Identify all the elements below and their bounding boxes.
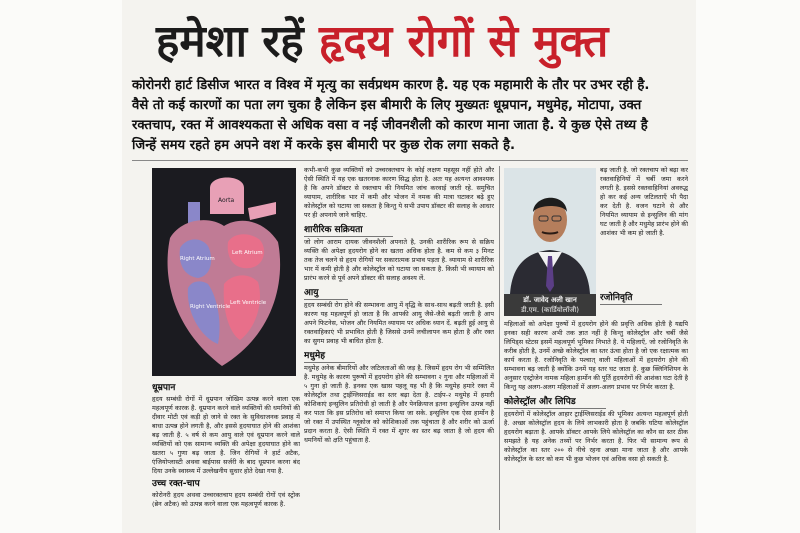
doctor-name: डॉ. जावेद अली खान — [523, 296, 577, 304]
section-heading: धूम्रपान — [152, 383, 176, 393]
doctor-portrait — [504, 168, 596, 294]
doctor-title: डी.एम. (कार्डियोलॉजी) — [521, 306, 579, 314]
body-text: मधुमेह अनेक बीमारियों और जटिलताओं की जड़ है. जिसमें हृदय रोग भी सम्मिलित है. मधुमेह के कारण पुरूषों में हृदयरोग होने की सम्भावना २ गुना और महिलाओं में ५ गुना हो जाती है. इनका एक खास पहलू यह भी है कि मधुमेह हमारे रक्त में कोलेस्ट्रॉल तथा ट्राईग्लिसराईड का स्तर बढ़ा देता है. टाईप-२ मधुमेह में हमारी कोशिकाएं इन्सुलिन प्रतिरोधी हो जाती है और पेनक्रियाज इतना इन्सुलिन उत्पन्न नहीं कर पाता कि इस प्रतिरोध को समाप्त किया जा सके. इन्सुलिन एक ऐसा हार्मोन है जो रक्त में उपस्थित ग्लूकोज को कोशिकाओं तक पहुंचाता है और शरीर को ऊर्जा प्रदान करता है. ऐसी स्थिति में रक्त में शुगर का स्तर बढ़ जाता है जो हृदय की धमनियों को क्षति पहुंचाता है. — [304, 364, 494, 444]
doctor-photo-box — [504, 168, 596, 316]
article-column-middle — [304, 166, 494, 530]
article-column-right-heading — [600, 290, 688, 316]
newspaper-clipping — [122, 0, 696, 533]
right-ventricle-label: Right Ventricle — [190, 304, 231, 310]
doctor-photo — [504, 168, 596, 294]
section-heading: कोलेस्ट्रॉल और लिपिड — [504, 396, 606, 409]
body-text: जो लोग आराम दायक जीवनशैली अपनाते है, उनकी शारीरिक रूप से सक्रिय व्यक्ति की अपेक्षा हृदयरोग होने का खतरा अधिक होता है. कम से कम ३ मिनट तक तेज चलने से हृदय रोगियों पर सकारात्मक प्रभाव पड़ता है. व्यायाम से शारीरिक भार में कमी होती है और कोलेस्ट्रॉल को घटाया जा सकता है. किसी भी व्यायाम को प्रारंभ करने से पूर्व अपने डॉक्टर की सलाह अवश्य लें. — [304, 238, 494, 282]
intro-line: जिन्हें समय रहते हम अपने वश में करके इस बीमारी पर कुछ रोक लगा सकते है. — [132, 138, 515, 153]
body-text: कभी-कभी कुछ व्यक्तियों को उच्चरक्तचाप के कोई लक्षण महसूस नहीं होते और ऐसी स्थिति में यह एक खतरनाक कारण सिद्ध होता है. अतः यह अत्यन्त आवश्यक है कि अपने डॉक्टर से रक्तचाप की नियमित जांच करवाई जाती रहे. समुचित व्यायाम, शारीरिक भार में कमी और भोजन में नमक की मात्रा घटाकर बढ़े हुए कोलेस्ट्रॉल को घटाया जा सकता है किन्तु ये सभी उपाय डॉक्टर की सलाह के आधार पर ही अपनाये जाने चाहिए. — [304, 166, 494, 219]
heart-illustration — [152, 168, 296, 376]
headline-part-2: हृदय रोगों से मुक्त — [319, 16, 609, 67]
article-column-left — [152, 380, 300, 530]
column-divider — [499, 166, 500, 530]
body-text: कोरोनरी हृदय अथवा उच्चरक्तचाप हृदय सम्बंधी रोगों एवं स्ट्रोक (ब्रेन अटैक) को उत्पन्न करने वाला एक महत्वपूर्ण कारक है. — [152, 491, 300, 508]
body-text: हृदयरोगों में कोलेस्ट्रॉल आहार ट्राईग्लिसराईड की भूमिका अत्यन्त महत्वपूर्ण होती है. अच्छा कोलेस्ट्रॉल हृदय के लिये लाभकारी होता है जबकि घटिया कोलेस्ट्रॉल हृदयरोग बढ़ाता है. आपके डॉक्टर आपके लिये कोलेस्ट्रॉल का कौन सा स्तर ठीक समझते है यह अनेक तथ्यों पर निर्भर करता है. फिर भी सामान्य रूप से कोलेस्ट्रॉल का स्तर २०० से नीचे रहना अच्छा माना जाता है और आपके कोलेस्ट्रॉल के स्तर को कम भी कुछ भोजन एवं अधिक वसा हो सकती है. — [504, 410, 688, 463]
body-text: महिलाओं को अपेक्षा पुरुषों में हृदयरोग होने की प्रवृत्ति अधिक होती है यद्यपि इनका सही कारण अभी तक ज्ञात नहीं है किन्तु कोलेस्ट्रॉल और चर्बी जैसे लिपिड्स स्टेटस इसमें महत्वपूर्ण भूमिका निभाते है. ये महिलाएँ, जो रजोनिवृति के करीब होती है, उनमें अच्छे कोलेस्ट्रॉल का स्तर ऊंचा होता है जो एक रक्षात्मक का कार्य करता है. रजोनिवृति के पश्चात् वाली महिलाओं में हृदयरोग होने की सम्भावना बढ़ जाती है क्योंकि उनमें यह स्तर घट जाता है. कुछ क्लिनिशियन के अनुसार एस्ट्रोजेन नामक महिला हार्मोन की पूर्ति हृदयरोगों की आशंका घटा देती है किन्तु यह अलग-अलग महिलाओं में अलग-अलग प्रभाव पर निर्भर करता है. — [504, 320, 688, 391]
body-text: बढ़ जाती है. जो रक्तचाप को बढ़ा कर रक्तवाहिनियों में चर्बी जमा करने लगती है. इससे रक्तवाहिनियां अवरुद्ध हो कर कई अन्य जटिलताएँ भी पैदा कर देती है. वजन घटाने से और नियमित व्यायाम से इन्सुलिन की मांग घट जाती है और मधुमेह प्रारंभ होने की आशंका भी कम हो जाती है. — [600, 166, 688, 237]
section-heading: रजोनिवृति — [600, 292, 662, 305]
pulmonary-vein-shape — [248, 202, 276, 220]
section-heading: मधुमेह — [304, 350, 355, 363]
headline-part-1: हमेशा रहें — [156, 16, 304, 67]
intro-line: कोरोनरी हार्ट डिसीज भारत व विश्व में मृत्यु का सर्वप्रथम कारण है. यह एक महामारी के तौर पर उभर रही है. — [132, 78, 650, 93]
body-text: हृदय सम्बंधी रोगों में धूम्रपान जोखिम उत्पन्न करने वाला एक महत्वपूर्ण कारक है. धूम्रपान करने वाले व्यक्तियों की धमनियों की दीवार मोटी एवं कड़ी हो जाने से रक्त के सुविधाजनक प्रवाह में बाधा उत्पन्न होने लगती है, और इससे हृदयाघात होने की आशंका बढ़ जाती है. ५ वर्ष से कम आयु वाले एवं धूम्रपान करने वाले व्यक्तियों को एक सामान्य व्यक्ति की अपेक्षा हृदयाघात होने का खतरा ५ गुणा बढ़ जाता है. जिन रोगियों ने हार्ट अटैक, एंजियोप्लास्टी अथवा बाईपास सर्जरी के बाद धूम्रपान करना बंद दिया उनके स्वास्थ्य में उल्लेखनीय सुधार होते देखा गया है. — [152, 395, 300, 475]
left-atrium-label: Left Atrium — [232, 250, 263, 256]
divider — [132, 160, 688, 161]
article-column-right — [504, 320, 688, 530]
article-column-right-top — [600, 166, 688, 288]
doctor-caption — [504, 294, 596, 316]
headline — [122, 6, 696, 78]
intro-line: रक्तचाप, रक्त में आवश्यकता से अधिक वसा व नई जीवनशैली को कारण माना जाता है. ये कुछ ऐसे तथ्य है — [132, 118, 648, 133]
right-atrium-label: Right Atrium — [180, 256, 215, 262]
section-heading: शारीरिक सक्रियता — [304, 224, 393, 237]
heart-diagram — [152, 168, 296, 376]
aorta-shape — [210, 178, 244, 215]
aorta-label: Aorta — [218, 197, 235, 204]
body-text: हृदय सम्बंधी रोग होने की सम्भावना आयु में वृद्धि के साथ-साथ बढ़ती जाती है. इसी कारण यह महत्वपूर्ण हो जाता है कि आपकी आयु जैसे-जैसे बढ़ती जाती है आप अपने फिटनेस, भोजन और नियमित व्यायाम पर अधिक ध्यान दें. बढ़ती हुई आयु से रक्तवाहिकाएं भी प्रभावित होती है जिससे उनमें लचीलापन कम होता है और रक्त का सुगम प्रवाह भी बाधित होता है. — [304, 301, 494, 345]
intro-paragraph — [132, 76, 692, 156]
intro-line: वैसे तो कई कारणों का पता लग चुका है लेकिन इस बीमारी के लिए मुख्यतः धूम्रपान, मधुमेह, मोटापा, उक्त — [132, 98, 642, 113]
section-heading: आयु — [304, 287, 348, 300]
section-heading: उच्च रक्त-चाप — [152, 479, 200, 489]
left-ventricle-label: Left Ventricle — [230, 300, 267, 306]
